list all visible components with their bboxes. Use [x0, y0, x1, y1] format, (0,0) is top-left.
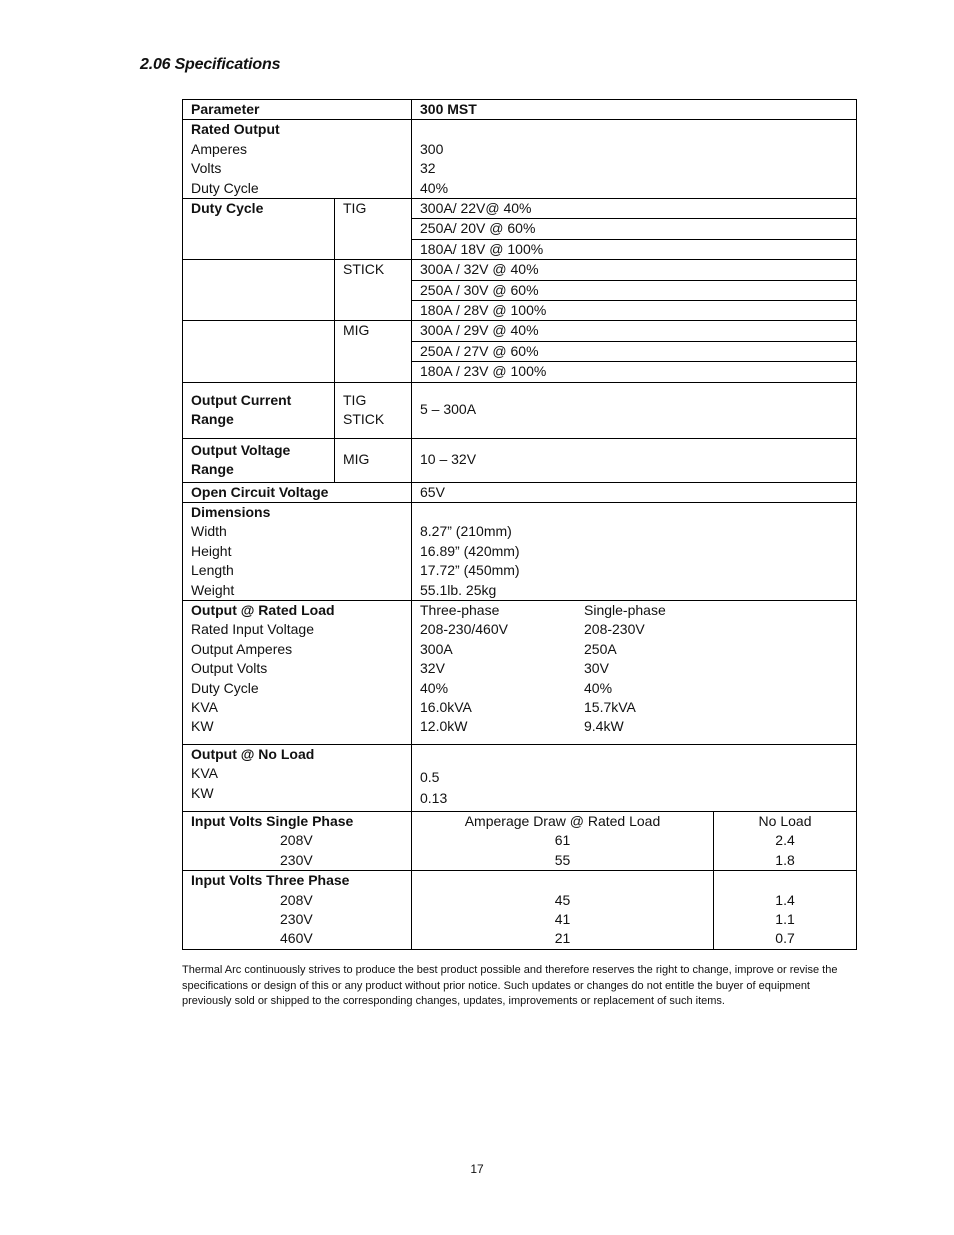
dimensions-value: 17.72” (450mm) [420, 562, 520, 579]
rated-load-single-value: 250A [584, 640, 617, 657]
output-voltage-process: MIG [335, 438, 412, 482]
dimensions-row [183, 503, 857, 601]
output-current-heading-line: Range [191, 411, 234, 428]
input-single-volt: 208V [280, 832, 313, 849]
duty-cycle-value: 180A / 28V @ 100% [412, 301, 857, 321]
rated-load-label: KW [191, 718, 214, 735]
no-load-values [412, 744, 857, 811]
rated-load-label: Output Volts [191, 660, 268, 677]
input-three-volt: 230V [280, 910, 313, 927]
input-single-noload-value: 2.4 [775, 832, 795, 849]
duty-cycle-row [183, 198, 857, 218]
no-load-value: 0.13 [420, 790, 448, 807]
dimensions-labels [183, 503, 412, 601]
rated-load-values [412, 600, 857, 744]
duty-cycle-value: 180A / 23V @ 100% [412, 362, 857, 382]
rated-output-value: 40% [420, 179, 449, 196]
open-circuit-label: Open Circuit Voltage [183, 482, 412, 502]
input-single-noload-value: 1.8 [775, 851, 795, 868]
rated-load-row [183, 600, 857, 744]
rated-load-single-value: 208-230V [584, 621, 645, 638]
rated-load-label: KVA [191, 698, 218, 715]
rated-load-single-value: 15.7kVA [584, 698, 636, 715]
output-voltage-heading-line: Output Voltage [191, 441, 291, 458]
dimensions-label: Width [191, 523, 227, 540]
output-voltage-row [183, 438, 857, 482]
dimensions-value: 8.27” (210mm) [420, 523, 512, 540]
amperage-draw-header: Amperage Draw @ Rated Load [464, 812, 661, 829]
duty-cycle-blank [183, 321, 335, 382]
output-current-row [183, 382, 857, 438]
duty-cycle-value: 250A / 30V @ 60% [412, 280, 857, 300]
no-load-label: KVA [191, 765, 218, 782]
output-current-value: 5 – 300A [412, 382, 857, 438]
duty-cycle-blank [183, 260, 335, 321]
rated-load-single-value: 40% [584, 679, 613, 696]
no-load-label: KW [191, 784, 214, 801]
duty-cycle-process: STICK [335, 260, 412, 321]
dimensions-label: Weight [191, 581, 235, 598]
no-load-row [183, 744, 857, 811]
rated-load-three-value: 12.0kW [420, 718, 468, 735]
open-circuit-row [183, 482, 857, 502]
output-current-process-line: STICK [343, 411, 385, 428]
dimensions-label: Height [191, 542, 232, 559]
duty-cycle-value: 300A/ 22V@ 40% [412, 198, 857, 218]
no-load-header: No Load [758, 812, 812, 829]
rated-load-three-value: 40% [420, 679, 449, 696]
output-current-heading [183, 382, 335, 438]
input-single-row [183, 811, 857, 870]
input-three-amps [412, 871, 714, 950]
output-voltage-heading [183, 438, 335, 482]
output-voltage-value: 10 – 32V [412, 438, 857, 482]
rated-output-labels [183, 120, 412, 199]
open-circuit-value: 65V [412, 482, 857, 502]
page-number: 17 [470, 1162, 484, 1176]
specifications-table [182, 99, 857, 950]
input-three-amp: 45 [554, 891, 571, 908]
duty-cycle-row [183, 321, 857, 341]
table-header-row [183, 100, 857, 120]
rated-load-heading: Output @ Rated Load [191, 601, 335, 618]
input-three-amp: 41 [554, 910, 571, 927]
input-three-noload-value: 0.7 [775, 930, 795, 947]
rated-load-three-value: 300A [420, 640, 453, 657]
header-model: 300 MST [412, 100, 857, 120]
input-three-noload-value: 1.1 [775, 910, 795, 927]
dimensions-values [412, 503, 857, 601]
output-current-process [335, 382, 412, 438]
dimensions-heading: Dimensions [191, 504, 271, 521]
rated-output-value: 32 [420, 160, 436, 177]
rated-output-row [183, 120, 857, 199]
rated-load-col-single: Single-phase [584, 601, 666, 618]
duty-cycle-value: 250A / 27V @ 60% [412, 341, 857, 361]
duty-cycle-value: 300A / 32V @ 40% [412, 260, 857, 280]
section-title: 2.06 Specifications [140, 56, 281, 73]
input-single-volt: 230V [280, 851, 313, 868]
header-parameter: Parameter [183, 100, 412, 120]
rated-load-three-value: 16.0kVA [420, 698, 472, 715]
rated-load-label: Rated Input Voltage [191, 621, 314, 638]
duty-cycle-heading: Duty Cycle [183, 198, 335, 259]
rated-output-label: Duty Cycle [191, 179, 259, 196]
input-three-volt: 208V [280, 891, 313, 908]
input-three-noload [714, 871, 857, 950]
duty-cycle-row [183, 260, 857, 280]
no-load-heading: Output @ No Load [191, 745, 315, 762]
rated-load-labels [183, 600, 412, 744]
no-load-labels [183, 744, 412, 811]
rated-output-label: Amperes [191, 140, 248, 157]
output-voltage-heading-line: Range [191, 461, 234, 478]
input-three-heading: Input Volts Three Phase [191, 872, 350, 889]
duty-cycle-value: 250A/ 20V @ 60% [412, 219, 857, 239]
input-three-row [183, 871, 857, 950]
input-single-amps [412, 811, 714, 870]
duty-cycle-value: 300A / 29V @ 40% [412, 321, 857, 341]
duty-cycle-value: 180A/ 18V @ 100% [412, 239, 857, 259]
input-single-amp: 61 [554, 832, 571, 849]
rated-load-three-value: 208-230/460V [420, 621, 508, 638]
no-load-value: 0.5 [420, 769, 440, 786]
input-three-amp: 21 [554, 930, 571, 947]
rated-load-single-value: 30V [584, 660, 609, 677]
output-current-heading-line: Output Current [191, 391, 292, 408]
duty-cycle-process: TIG [335, 198, 412, 259]
rated-load-label: Output Amperes [191, 640, 293, 657]
output-current-process-line: TIG [343, 391, 367, 408]
rated-output-label: Volts [191, 160, 222, 177]
input-single-volts [183, 811, 412, 870]
rated-output-heading: Rated Output [191, 121, 280, 138]
dimensions-value: 16.89” (420mm) [420, 542, 520, 559]
input-three-volt: 460V [280, 930, 313, 947]
input-single-amp: 55 [554, 851, 571, 868]
input-single-heading: Input Volts Single Phase [191, 812, 354, 829]
rated-output-values [412, 120, 857, 199]
disclaimer-note: Thermal Arc continuously strives to produce the best product possible and therefore reserves the right to change, improve or revise the specifications or design of this or any product without prior notice. Such updates or changes do not entitle the buyer of equipment previously sold or shipped to the corresponding changes, updates, improvements or replacement of such items. [182, 964, 838, 1008]
dimensions-label: Length [191, 562, 234, 579]
rated-load-single-value: 9.4kW [584, 718, 624, 735]
rated-output-value: 300 [420, 140, 444, 157]
input-single-noload [714, 811, 857, 870]
dimensions-value: 55.1lb. 25kg [420, 581, 497, 598]
rated-load-col-three: Three-phase [420, 601, 500, 618]
duty-cycle-process: MIG [335, 321, 412, 382]
rated-load-label: Duty Cycle [191, 679, 259, 696]
input-three-volts [183, 871, 412, 950]
input-three-noload-value: 1.4 [775, 891, 795, 908]
rated-load-three-value: 32V [420, 660, 445, 677]
